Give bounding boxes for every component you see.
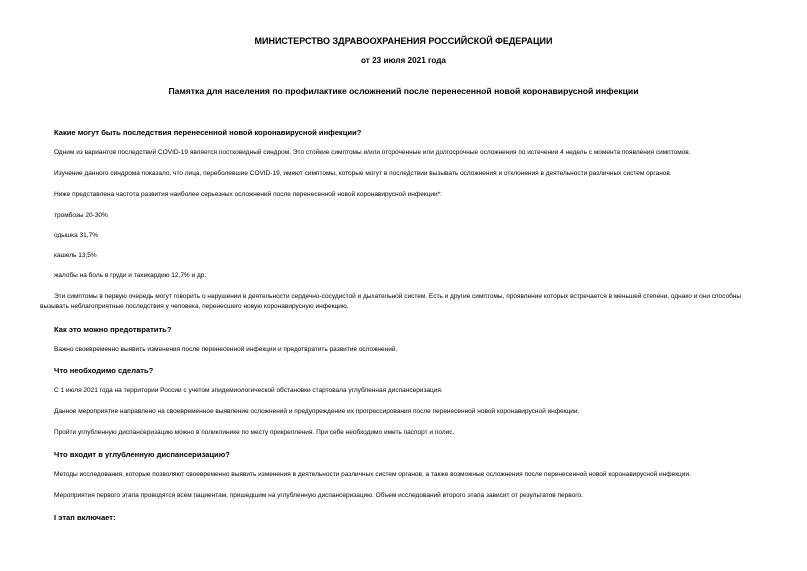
list-item: кашель 13,5% <box>54 252 97 259</box>
section-heading-todo: Что необходимо сделать? <box>54 366 154 375</box>
paragraph: Изучение данного синдрома показало, что лица, переболевшие COVID-19, имеют симптомы, которые могут в последствии вызывать осложнения и отклонения в деятельности различных систем органов. <box>54 170 672 177</box>
paragraph: С 1 июля 2021 года на территории России с учетом эпидемиологической обстановки стартовала углубленная диспансеризация. <box>54 387 443 394</box>
section-heading-stage1: I этап включает: <box>54 513 116 522</box>
section-heading-prevent: Как это можно предотвратить? <box>54 325 172 334</box>
paragraph: Пройти углубленную диспансеризацию можно в поликлинике по месту прикрепления. При себе необходимо иметь паспорт и полис. <box>54 429 455 436</box>
section-heading-included: Что входит в углубленную диспансеризацию? <box>54 450 230 459</box>
paragraph: Данное мероприятие направлено на своевременное выявление осложнений и предупреждение их прогрессирования после перенесенной новой коронавирусной инфекции. <box>54 408 580 415</box>
document-date: от 23 июля 2021 года <box>361 56 446 65</box>
document-title: Памятка для населения по профилактике осложнений после перенесенной новой коронавирусной инфекции <box>168 86 639 96</box>
list-item: тромбозы 20-30% <box>54 212 108 219</box>
ministry-title: МИНИСТЕРСТВО ЗДРАВООХРАНЕНИЯ РОССИЙСКОЙ ФЕДЕРАЦИИ <box>254 36 553 46</box>
paragraph: Эти симптомы в первую очередь могут говорить о нарушении в деятельности сердечно-сосудистой и дыхательной систем. Есть и другие симптомы, проявление которых встречается в меньшей степени, однако и они способны вызывать неблагоприятные последствия у человека, перенесшего новую коронавирусную инфекцию. <box>40 293 742 310</box>
list-item: одышка 31,7% <box>54 232 98 239</box>
paragraph: Ниже представлена частота развития наиболее серьезных осложнений после перенесенной новой коронавирусной инфекции*: <box>54 191 442 198</box>
list-item: жалобы на боль в груди и тахикардию 12,7% и др. <box>54 272 207 279</box>
paragraph: Одним из вариантов последствий COVID-19 является постковидный синдром. Это стойкие симптомы и/или отсроченные или долгосрочные осложнения по истечении 4 недель с момента появления симптомов. <box>54 149 691 156</box>
section-heading-consequences: Какие могут быть последствия перенесенной новой коронавирусной инфекции? <box>54 128 362 137</box>
paragraph: Мероприятия первого этапа проводятся всем пациентам, пришедшим на углубленную диспансеризацию. Объем исследований второго этапа зависит от результатов первого. <box>54 492 583 499</box>
paragraph: Методы исследования, которые позволяют своевременно выявить изменения в деятельности различных систем органов, а также возможные осложнения после перенесенной новой коронавирусной инфекции. <box>54 471 691 478</box>
paragraph: Важно своевременно выявить изменения после перенесенной инфекции и предотвратить развитие осложнений. <box>54 346 398 353</box>
